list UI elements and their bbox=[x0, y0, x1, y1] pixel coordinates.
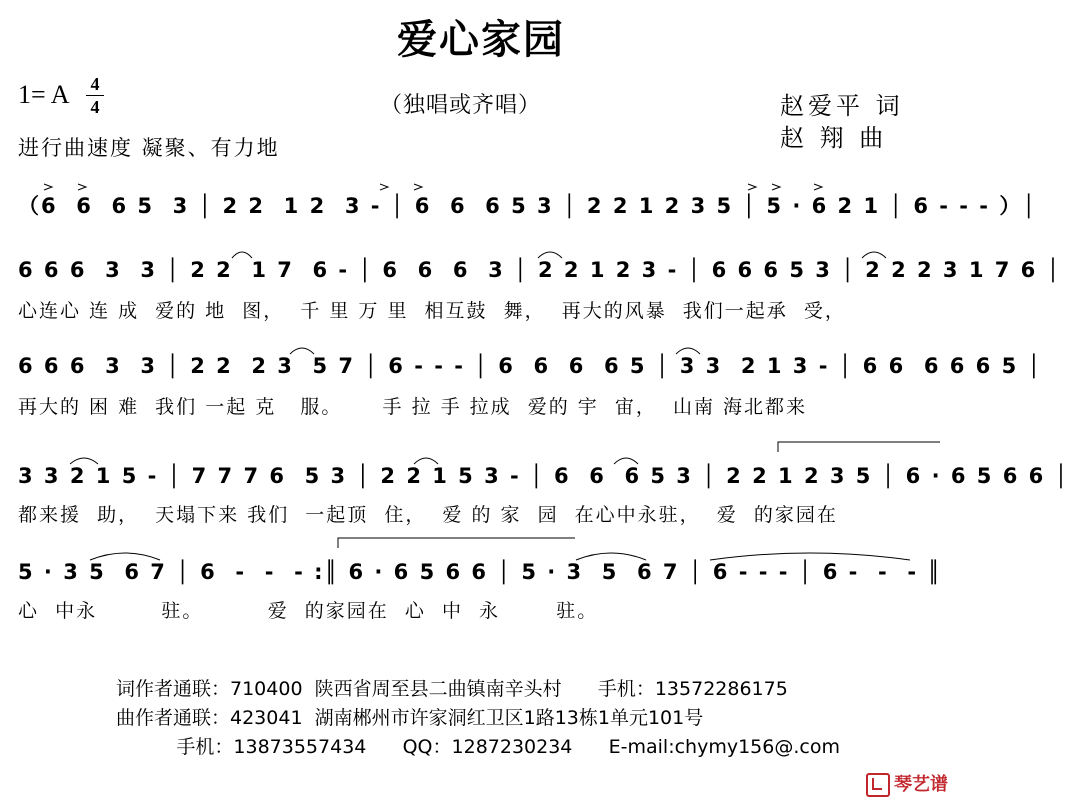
site-watermark-text: 琴艺谱 bbox=[894, 774, 948, 795]
site-watermark bbox=[866, 770, 948, 797]
time-signature-bottom: 4 bbox=[90, 97, 100, 117]
notation-line: 5 · 3 5 6 7 │ 6 - - - :║ 6 · 6 5 6 6 │ 5 · 3 5 6 7 │ 6 - - - │ 6 - - - ║ bbox=[18, 560, 943, 584]
site-logo-icon bbox=[866, 773, 890, 797]
accent-mark bbox=[414, 184, 422, 190]
accent-mark bbox=[814, 184, 822, 190]
performance-note: （独唱或齐唱） bbox=[380, 93, 542, 118]
composer-credit: 赵 翔 曲 bbox=[780, 124, 888, 152]
phone-contact: 手机：13873557434 QQ：1287230234 E-mail:chymy156@.com bbox=[116, 736, 840, 758]
accent-mark bbox=[748, 184, 756, 190]
lyrics-line: 心连心 连 成 爱的 地 图， 千 里 万 里 相互鼓 舞， 再大的风暴 我们一起承 受， bbox=[18, 300, 846, 322]
notation-line: （6 6 6 5 3 │ 2 2 1 2 3 - │ 6 6 6 5 3 │ 2 2 1 2 3 5 │ 5 · 6 2 1 │ 6 - - - ）│ bbox=[18, 194, 1037, 218]
lyrics-line: 都来援 助， 天塌下来 我们 一起顶 住， 爱 的 家 园 在心中永驻， 爱 的家园在 bbox=[18, 504, 838, 526]
notation-line: 6 6 6 3 3 │ 2 2 2 3 5 7 │ 6 - - - │ 6 6 6 6 5 │ 3 3 2 1 3 - │ 6 6 6 6 6 5 │ bbox=[18, 354, 1043, 378]
slur bbox=[676, 348, 700, 354]
accent-mark bbox=[78, 184, 86, 190]
slur bbox=[538, 252, 562, 258]
accent-mark bbox=[44, 184, 52, 190]
tie bbox=[710, 553, 910, 560]
key-signature: 1= A bbox=[18, 80, 70, 109]
slur bbox=[232, 252, 252, 258]
song-title: 爱心家园 bbox=[397, 17, 565, 63]
notation-line: 3 3 2 1 5 - │ 7 7 7 6 5 3 │ 2 2 1 5 3 - │ 6 6 6 5 3 │ 2 2 1 2 3 5 │ 6 · 6 5 6 6 │ bbox=[18, 464, 1069, 488]
composer-contact: 曲作者通联：423041 湖南郴州市许家洞红卫区1路13栋1单元101号 bbox=[116, 707, 704, 729]
slur bbox=[290, 348, 314, 354]
lyricist-contact: 词作者通联：710400 陕西省周至县二曲镇南辛头村 手机：13572286175 bbox=[116, 678, 788, 700]
slur bbox=[414, 458, 438, 464]
volta-bracket-2 bbox=[338, 538, 575, 548]
slur bbox=[576, 553, 646, 560]
slur bbox=[90, 553, 160, 560]
lyrics-line: 心 中永 驻。 爱 的家园在 心 中 永 驻。 bbox=[18, 600, 599, 622]
tempo-marking: 进行曲速度 凝聚、有力地 bbox=[18, 136, 280, 160]
lyricist-credit: 赵爱平 词 bbox=[780, 92, 904, 120]
lyrics-line: 再大的 困 难 我们 一起 克 服。 手 拉 手 拉成 爱的 宇 宙， 山南 海北都来 bbox=[18, 396, 807, 418]
slur bbox=[862, 252, 886, 258]
notation-line: 6 6 6 3 3 │ 2 2 1 7 6 - │ 6 6 6 3 │ 2 2 1 2 3 - │ 6 6 6 5 3 │ 2 2 2 3 1 7 6 │ bbox=[18, 258, 1062, 282]
time-signature-top: 4 bbox=[90, 74, 100, 94]
accent-mark bbox=[380, 184, 388, 190]
slur bbox=[70, 458, 98, 464]
volta-bracket-1 bbox=[778, 442, 940, 452]
slur bbox=[614, 458, 638, 464]
accent-mark bbox=[772, 184, 780, 190]
